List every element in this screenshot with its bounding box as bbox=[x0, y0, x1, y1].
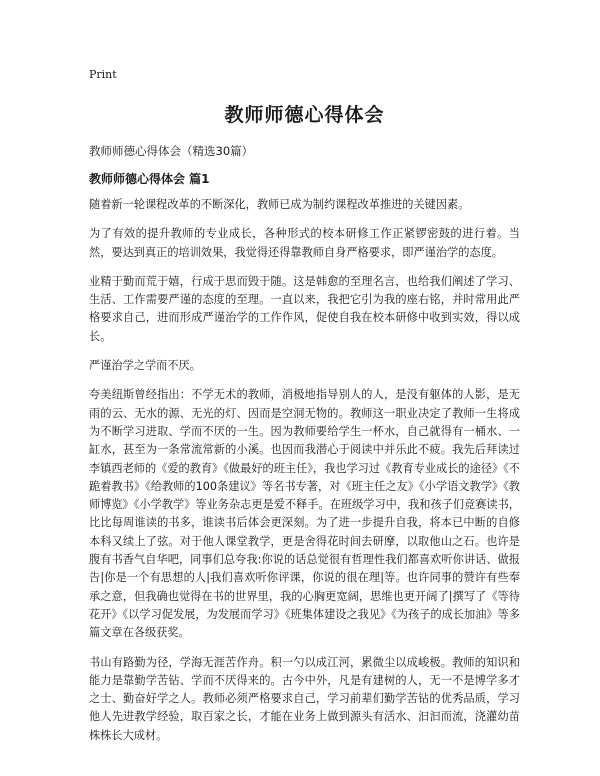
paragraph-5: 夸美纽斯曾经指出：不学无术的教师，消极地指导别人的人，是没有躯体的人影，是无雨的云、无水的源、无光的灯、因而是空洞无物的。教师这一职业决定了教师一生将成为不断学习进取、学而不厌的一生。因为教师要给学生一杯水，自己就得有一桶水、一缸水，甚至为一条常流常新的小溪。也因而我潜心于阅读中并乐此不疲。我先后拜读过李镇西老师的《爱的教育》《做最好的班主任》，我也学习过《教育专业成长的途径》《不跪着教书》《给教师的100条建议》等名书专著，对《班主任之友》《小学语文教学》《教师博览》《小学教学》等业务杂志更是爱不释手。在班级学习中，我和孩子们竞赛读书，比比每周谁读的书多，谁读书后体会更深刻。为了进一步提升自我，将本已中断的自修本科又续上了弦。对于他人课堂教学，更是舍得花时间去研摩，以取他山之石。也许是腹有书香气自华吧，同事们总夸我:你说的话总觉很有哲理性我们都喜欢听你讲话、做报告|你是一个有思想的人|我们喜欢听你评课，你说的很在理|等。也许同事的赞许有些奉承之意，但我确也觉得在书的世界里，我的心胸更宽阔，思维也更开阔了|撰写了《等待花开》《以学习促发展，为发展而学习》《班集体建设之我见》《为孩子的成长加油》等多篇文章在各级获奖。 bbox=[89, 388, 520, 640]
section-heading: 教师师德心得体会 篇1 bbox=[89, 172, 210, 186]
paragraph-3: 业精于勤而荒于嬉，行成于思而毁于随。这是韩愈的至理名言，也给我们阐述了学习、生活、工作需要严谨的态度的至理。一直以来，我把它引为我的座右铭，并时常用此严格要求自己，进而形成严谨治学的工作作风，促使自我在校本研修中收到实效，得以成长。 bbox=[89, 274, 520, 343]
paragraph-1: 随着新一轮课程改革的不断深化，教师已成为制约课程改革推进的关键因素。 bbox=[89, 198, 470, 211]
paragraph-6: 书山有路勤为径，学海无涯苦作舟。积一勺以成江河，累微尘以成峻极。教师的知识和能力是靠勤学苦钻、学而不厌得来的。古今中外，凡是有建树的人，无一不是博学多才之士、勤奋好学之人。教师必须严格要求自己，学习前辈们勤学苦钻的优秀品质，学习他人先进教学经验，取百家之长，才能在业务上做到源头有活水、汩汩而流，浇灌幼苗株株长大成材。 bbox=[89, 655, 520, 742]
page-title: 教师师德心得体会 bbox=[224, 104, 385, 126]
paragraph-2: 为了有效的提升教师的专业成长，各种形式的校本研修工作正紧锣密鼓的进行着。当然，要达到真正的培训效果，我觉得还得靠教师自身严格要求，即严谨治学的态度。 bbox=[89, 227, 520, 259]
print-link[interactable]: Print bbox=[89, 68, 117, 81]
paragraph-4: 严谨治学之学而不厌。 bbox=[89, 359, 201, 373]
document-subtitle: 教师师德心得体会（精选30篇） bbox=[89, 144, 254, 158]
